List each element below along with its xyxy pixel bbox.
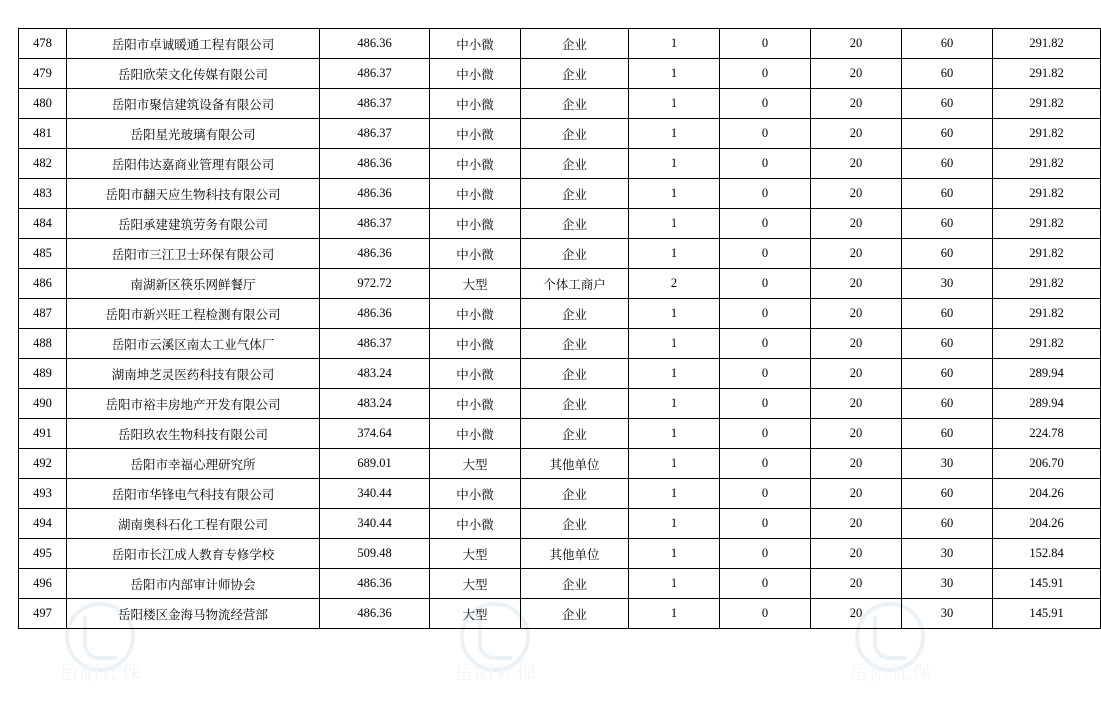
cell-amount: 486.37 [320, 59, 430, 89]
cell-unit-name: 岳阳市裕丰房地产开发有限公司 [67, 389, 320, 419]
cell-number-1: 1 [629, 539, 720, 569]
table-row [19, 59, 1101, 89]
cell-index: 493 [19, 479, 67, 509]
cell-number-1: 1 [629, 299, 720, 329]
cell-number-2: 0 [720, 29, 811, 59]
cell-number-1: 1 [629, 479, 720, 509]
table-row [19, 239, 1101, 269]
cell-index: 491 [19, 419, 67, 449]
cell-number-4: 30 [902, 449, 993, 479]
cell-total: 291.82 [993, 239, 1101, 269]
cell-unit-name: 岳阳市聚信建筑设备有限公司 [67, 89, 320, 119]
cell-number-2: 0 [720, 569, 811, 599]
cell-index: 478 [19, 29, 67, 59]
cell-number-4: 60 [902, 209, 993, 239]
cell-unit-type: 企业 [521, 389, 629, 419]
cell-number-1: 1 [629, 329, 720, 359]
cell-number-2: 0 [720, 239, 811, 269]
table-row [19, 479, 1101, 509]
cell-unit-name: 岳阳市云溪区南太工业气体厂 [67, 329, 320, 359]
table-row [19, 599, 1101, 629]
cell-unit-name: 岳阳市华锋电气科技有限公司 [67, 479, 320, 509]
cell-unit-type: 企业 [521, 569, 629, 599]
cell-number-4: 60 [902, 89, 993, 119]
cell-number-2: 0 [720, 359, 811, 389]
cell-unit-name: 岳阳星光玻璃有限公司 [67, 119, 320, 149]
table-row [19, 569, 1101, 599]
cell-scale: 中小微 [430, 359, 521, 389]
cell-amount: 486.36 [320, 569, 430, 599]
cell-unit-type: 企业 [521, 209, 629, 239]
cell-unit-type: 企业 [521, 479, 629, 509]
cell-number-4: 60 [902, 419, 993, 449]
cell-number-3: 20 [811, 569, 902, 599]
cell-number-2: 0 [720, 209, 811, 239]
cell-number-1: 1 [629, 389, 720, 419]
cell-total: 204.26 [993, 509, 1101, 539]
cell-amount: 486.36 [320, 599, 430, 629]
cell-total: 291.82 [993, 119, 1101, 149]
cell-number-1: 1 [629, 419, 720, 449]
cell-total: 291.82 [993, 149, 1101, 179]
cell-unit-name: 湖南奥科石化工程有限公司 [67, 509, 320, 539]
cell-number-1: 1 [629, 89, 720, 119]
cell-unit-type: 企业 [521, 329, 629, 359]
cell-total: 291.82 [993, 59, 1101, 89]
cell-total: 291.82 [993, 179, 1101, 209]
cell-number-4: 60 [902, 179, 993, 209]
cell-index: 481 [19, 119, 67, 149]
cell-number-4: 60 [902, 329, 993, 359]
cell-number-2: 0 [720, 449, 811, 479]
cell-unit-name: 岳阳市卓诚暖通工程有限公司 [67, 29, 320, 59]
cell-unit-name: 岳阳市新兴旺工程检测有限公司 [67, 299, 320, 329]
cell-unit-type: 个体工商户 [521, 269, 629, 299]
cell-unit-name: 岳阳市长江成人教育专修学校 [67, 539, 320, 569]
cell-unit-type: 其他单位 [521, 449, 629, 479]
cell-scale: 中小微 [430, 389, 521, 419]
cell-amount: 340.44 [320, 479, 430, 509]
cell-scale: 大型 [430, 449, 521, 479]
cell-number-3: 20 [811, 299, 902, 329]
table-row [19, 179, 1101, 209]
cell-scale: 中小微 [430, 299, 521, 329]
cell-index: 488 [19, 329, 67, 359]
cell-index: 479 [19, 59, 67, 89]
cell-number-4: 30 [902, 269, 993, 299]
cell-unit-name: 岳阳市内部审计师协会 [67, 569, 320, 599]
cell-number-4: 60 [902, 29, 993, 59]
cell-amount: 483.24 [320, 359, 430, 389]
cell-total: 152.84 [993, 539, 1101, 569]
cell-number-1: 1 [629, 239, 720, 269]
cell-number-3: 20 [811, 509, 902, 539]
cell-amount: 509.48 [320, 539, 430, 569]
table-row [19, 149, 1101, 179]
cell-total: 291.82 [993, 269, 1101, 299]
cell-number-1: 2 [629, 269, 720, 299]
cell-number-2: 0 [720, 329, 811, 359]
cell-number-3: 20 [811, 209, 902, 239]
cell-total: 204.26 [993, 479, 1101, 509]
cell-number-2: 0 [720, 149, 811, 179]
cell-number-3: 20 [811, 269, 902, 299]
cell-total: 291.82 [993, 329, 1101, 359]
cell-number-1: 1 [629, 59, 720, 89]
cell-number-1: 1 [629, 449, 720, 479]
cell-number-4: 60 [902, 239, 993, 269]
table-row [19, 509, 1101, 539]
cell-total: 291.82 [993, 209, 1101, 239]
records-table [18, 28, 1101, 629]
cell-number-3: 20 [811, 479, 902, 509]
cell-number-3: 20 [811, 29, 902, 59]
cell-total: 289.94 [993, 389, 1101, 419]
cell-number-2: 0 [720, 599, 811, 629]
cell-number-3: 20 [811, 239, 902, 269]
cell-unit-type: 企业 [521, 29, 629, 59]
table-row [19, 539, 1101, 569]
cell-amount: 374.64 [320, 419, 430, 449]
cell-scale: 中小微 [430, 419, 521, 449]
cell-unit-type: 企业 [521, 59, 629, 89]
cell-total: 291.82 [993, 299, 1101, 329]
cell-amount: 972.72 [320, 269, 430, 299]
cell-scale: 中小微 [430, 29, 521, 59]
cell-number-1: 1 [629, 149, 720, 179]
cell-index: 497 [19, 599, 67, 629]
cell-amount: 486.36 [320, 299, 430, 329]
cell-index: 485 [19, 239, 67, 269]
cell-unit-type: 其他单位 [521, 539, 629, 569]
table-row [19, 449, 1101, 479]
cell-number-4: 60 [902, 479, 993, 509]
cell-amount: 486.37 [320, 119, 430, 149]
cell-scale: 中小微 [430, 209, 521, 239]
cell-unit-type: 企业 [521, 359, 629, 389]
cell-number-4: 60 [902, 119, 993, 149]
cell-number-2: 0 [720, 479, 811, 509]
cell-index: 480 [19, 89, 67, 119]
cell-index: 487 [19, 299, 67, 329]
cell-number-2: 0 [720, 509, 811, 539]
cell-number-1: 1 [629, 359, 720, 389]
cell-scale: 中小微 [430, 119, 521, 149]
cell-number-1: 1 [629, 599, 720, 629]
table-row [19, 89, 1101, 119]
table-row [19, 209, 1101, 239]
cell-scale: 中小微 [430, 89, 521, 119]
cell-number-3: 20 [811, 539, 902, 569]
cell-scale: 中小微 [430, 479, 521, 509]
cell-number-2: 0 [720, 539, 811, 569]
cell-unit-type: 企业 [521, 509, 629, 539]
cell-unit-name: 岳阳玖农生物科技有限公司 [67, 419, 320, 449]
cell-number-4: 60 [902, 299, 993, 329]
cell-unit-type: 企业 [521, 119, 629, 149]
cell-number-3: 20 [811, 59, 902, 89]
cell-number-2: 0 [720, 59, 811, 89]
cell-number-1: 1 [629, 119, 720, 149]
cell-unit-type: 企业 [521, 599, 629, 629]
cell-total: 145.91 [993, 599, 1101, 629]
table-row [19, 299, 1101, 329]
cell-unit-name: 岳阳市幸福心理研究所 [67, 449, 320, 479]
cell-scale: 中小微 [430, 59, 521, 89]
cell-unit-name: 岳阳伟达嘉商业管理有限公司 [67, 149, 320, 179]
cell-unit-name: 湖南坤芝灵医药科技有限公司 [67, 359, 320, 389]
cell-number-3: 20 [811, 329, 902, 359]
cell-unit-name: 岳阳市三江卫士环保有限公司 [67, 239, 320, 269]
cell-number-3: 20 [811, 89, 902, 119]
table-row [19, 29, 1101, 59]
cell-index: 495 [19, 539, 67, 569]
cell-amount: 689.01 [320, 449, 430, 479]
cell-number-2: 0 [720, 389, 811, 419]
cell-number-1: 1 [629, 509, 720, 539]
cell-total: 145.91 [993, 569, 1101, 599]
cell-unit-type: 企业 [521, 89, 629, 119]
cell-index: 494 [19, 509, 67, 539]
cell-unit-type: 企业 [521, 239, 629, 269]
cell-total: 291.82 [993, 29, 1101, 59]
table-row [19, 359, 1101, 389]
cell-number-2: 0 [720, 179, 811, 209]
table-row [19, 419, 1101, 449]
cell-number-4: 60 [902, 509, 993, 539]
cell-index: 483 [19, 179, 67, 209]
cell-total: 289.94 [993, 359, 1101, 389]
cell-number-3: 20 [811, 419, 902, 449]
cell-number-1: 1 [629, 179, 720, 209]
cell-number-4: 30 [902, 599, 993, 629]
cell-scale: 大型 [430, 569, 521, 599]
cell-unit-name: 岳阳承建建筑劳务有限公司 [67, 209, 320, 239]
cell-amount: 486.37 [320, 329, 430, 359]
cell-number-2: 0 [720, 299, 811, 329]
watermark-text: 岳阳社保 [59, 663, 144, 684]
cell-number-3: 20 [811, 599, 902, 629]
cell-scale: 中小微 [430, 329, 521, 359]
cell-index: 490 [19, 389, 67, 419]
table-row [19, 329, 1101, 359]
cell-number-3: 20 [811, 119, 902, 149]
cell-number-3: 20 [811, 359, 902, 389]
cell-amount: 486.37 [320, 89, 430, 119]
cell-number-3: 20 [811, 179, 902, 209]
cell-number-1: 1 [629, 29, 720, 59]
table-row [19, 119, 1101, 149]
cell-total: 206.70 [993, 449, 1101, 479]
cell-amount: 340.44 [320, 509, 430, 539]
cell-number-4: 60 [902, 389, 993, 419]
cell-amount: 486.36 [320, 29, 430, 59]
cell-unit-name: 岳阳楼区金海马物流经营部 [67, 599, 320, 629]
cell-number-3: 20 [811, 149, 902, 179]
cell-unit-type: 企业 [521, 149, 629, 179]
cell-total: 224.78 [993, 419, 1101, 449]
cell-unit-name: 岳阳欣荣文化传媒有限公司 [67, 59, 320, 89]
cell-index: 489 [19, 359, 67, 389]
cell-number-1: 1 [629, 209, 720, 239]
cell-number-4: 60 [902, 59, 993, 89]
cell-scale: 中小微 [430, 149, 521, 179]
cell-amount: 486.36 [320, 179, 430, 209]
cell-amount: 486.36 [320, 239, 430, 269]
cell-index: 496 [19, 569, 67, 599]
table-row [19, 269, 1101, 299]
table-body [19, 29, 1101, 629]
cell-unit-type: 企业 [521, 419, 629, 449]
cell-number-2: 0 [720, 119, 811, 149]
cell-index: 482 [19, 149, 67, 179]
cell-number-3: 20 [811, 449, 902, 479]
cell-amount: 486.36 [320, 149, 430, 179]
cell-number-4: 60 [902, 359, 993, 389]
cell-number-4: 30 [902, 539, 993, 569]
cell-number-2: 0 [720, 419, 811, 449]
cell-number-4: 30 [902, 569, 993, 599]
cell-total: 291.82 [993, 89, 1101, 119]
cell-number-3: 20 [811, 389, 902, 419]
cell-scale: 中小微 [430, 179, 521, 209]
cell-number-2: 0 [720, 269, 811, 299]
cell-index: 484 [19, 209, 67, 239]
cell-unit-type: 企业 [521, 299, 629, 329]
table-row [19, 389, 1101, 419]
cell-index: 486 [19, 269, 67, 299]
cell-scale: 大型 [430, 599, 521, 629]
cell-number-4: 60 [902, 149, 993, 179]
cell-amount: 486.37 [320, 209, 430, 239]
cell-scale: 大型 [430, 539, 521, 569]
cell-number-1: 1 [629, 569, 720, 599]
cell-number-2: 0 [720, 89, 811, 119]
watermark-text: 岳阳社保 [849, 663, 934, 684]
cell-scale: 大型 [430, 269, 521, 299]
watermark-text: 岳阳社保 [454, 663, 539, 684]
cell-amount: 483.24 [320, 389, 430, 419]
cell-scale: 中小微 [430, 239, 521, 269]
cell-unit-name: 岳阳市翻天应生物科技有限公司 [67, 179, 320, 209]
cell-scale: 中小微 [430, 509, 521, 539]
cell-unit-name: 南湖新区筷乐网鲜餐厅 [67, 269, 320, 299]
cell-index: 492 [19, 449, 67, 479]
cell-unit-type: 企业 [521, 179, 629, 209]
